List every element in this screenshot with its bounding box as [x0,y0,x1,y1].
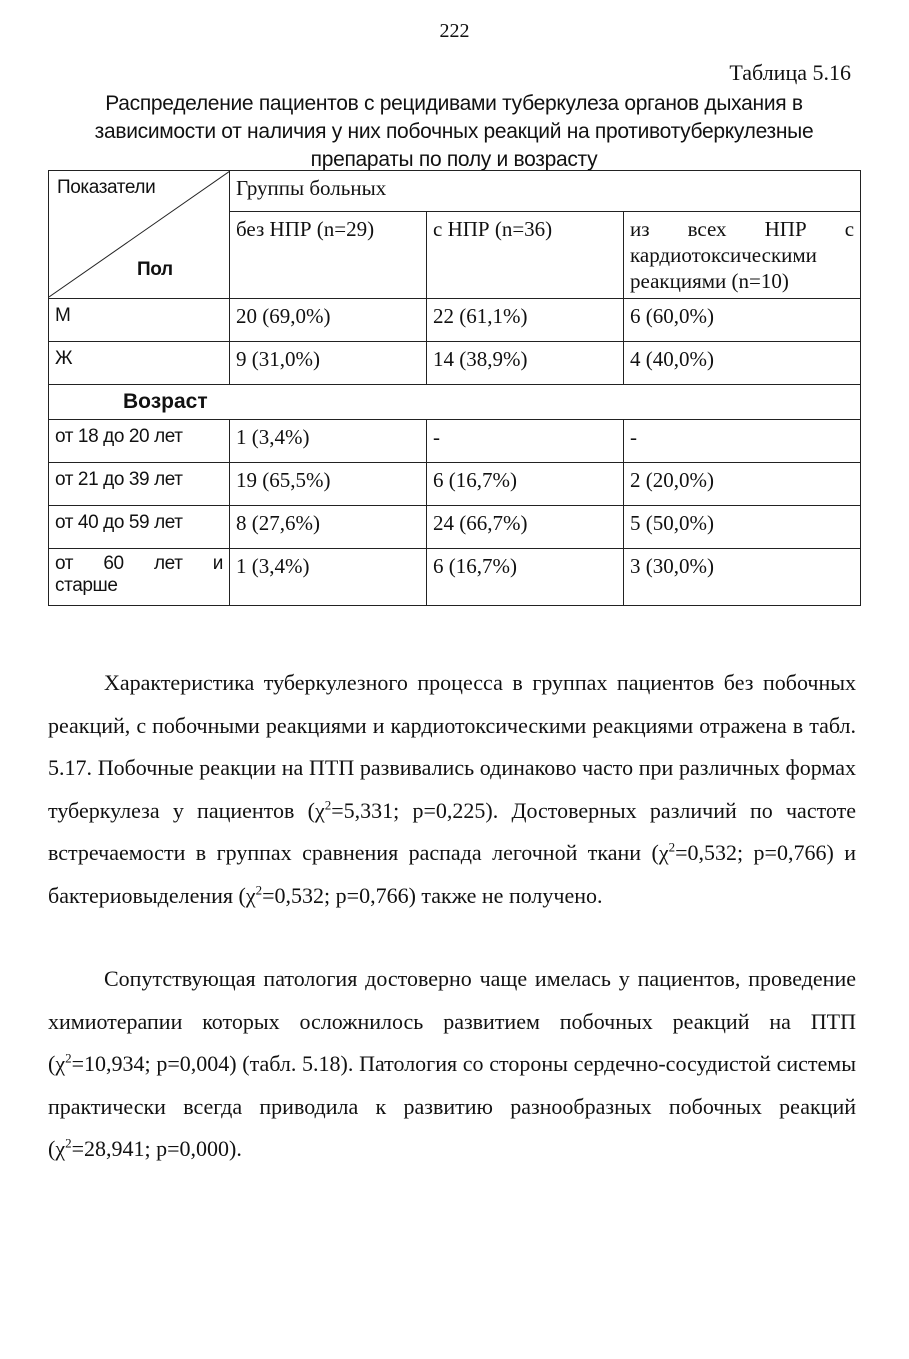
table-cell: - [624,420,861,463]
data-table [48,170,861,606]
superscript: 2 [65,1135,72,1151]
table-cell: 6 (16,7%) [427,463,624,506]
row-label [49,549,230,606]
row-label: от 18 до 20 лет [49,420,230,463]
table-cell: 1 (3,4%) [230,549,427,606]
body-paragraph [48,958,856,1171]
superscript: 2 [65,1050,72,1066]
table-cell: 19 (65,5%) [230,463,427,506]
table-cell: 6 (60,0%) [624,299,861,342]
table-cell: 14 (38,9%) [427,342,624,385]
body-paragraph [48,662,856,917]
text-run: Сопутствующая патология достоверно чаще имелась у пациентов, проведение химиотерапии которых осложнилось развитием побочных реакций на ПТП (χ [48,966,856,1076]
column-header: без НПР (n=29) [230,212,427,299]
row-label-part: лет [153,553,183,574]
table-cell: - [427,420,624,463]
text-run: Характеристика туберкулезного процесса в группах пациентов без побочных реакций, с побочными реакциями и кардиотоксическими реакциями отражена в табл. 5.17. Побочные реакции на ПТП развивались одинаково часто при различных формах туберкулеза у пациентов (χ [48,670,856,823]
table-cell: 6 (16,7%) [427,549,624,606]
table-cell: 20 (69,0%) [230,299,427,342]
table-title: Распределение пациентов с рецидивами туберкулеза органов дыхания в зависимости от наличия у них побочных реакций на противотуберкулезные препараты по полу и возрасту [94,92,814,171]
row-label: Ж [49,342,230,385]
row-label: от 21 до 39 лет [49,463,230,506]
text-run: =5,331; p=0,225). Достоверных различий по частоте встречаемости в группах сравнения распада легочной ткани (χ [48,797,856,865]
table-cell: 22 (61,1%) [427,299,624,342]
section-row [49,385,861,420]
row-label-part: от [55,553,74,574]
table-cell: 1 (3,4%) [230,420,427,463]
table-header-row [49,171,861,212]
superscript: 2 [324,797,332,813]
table-cell: 4 (40,0%) [624,342,861,385]
row-label-part: 60 [103,553,124,574]
table-row [49,299,861,342]
table-row [49,342,861,385]
text-run: =10,934; p=0,004) (табл. 5.18). Патология со стороны сердечно-сосудистой системы практически всегда приводила к развитию разнообразных побочных реакций (χ [48,1051,856,1161]
row-label-part: старше [55,575,118,596]
table-caption: Таблица 5.16 [729,60,851,85]
superscript: 2 [668,839,676,855]
table-row [49,463,861,506]
table-row [49,506,861,549]
table-cell: 2 (20,0%) [624,463,861,506]
table-cell: 3 (30,0%) [624,549,861,606]
table-cell: 8 (27,6%) [230,506,427,549]
column-header: из всех НПР с кардиотоксическими реакциями (n=10) [624,212,861,299]
table-row [49,549,861,606]
row-label: М [49,299,230,342]
page-number: 222 [439,20,470,42]
text-run: =0,532; p=0,766) также не получено. [262,882,603,908]
corner-label-indicators: Показатели [57,177,156,198]
table-row [49,420,861,463]
diagonal-header-cell [49,171,230,299]
table-cell: 24 (66,7%) [427,506,624,549]
row-label-part: и [212,553,223,574]
superscript: 2 [255,882,263,898]
corner-label-sex: Пол [137,259,173,280]
column-header: с НПР (n=36) [427,212,624,299]
table-cell: 5 (50,0%) [624,506,861,549]
age-section-header: Возраст [49,385,861,420]
table-cell: 9 (31,0%) [230,342,427,385]
text-run: =28,941; p=0,000). [71,1136,242,1161]
row-label: от 40 до 59 лет [49,506,230,549]
groups-header: Группы больных [230,171,861,212]
text-run: =0,532; p=0,766) и бактериовыделения (χ [48,840,856,908]
